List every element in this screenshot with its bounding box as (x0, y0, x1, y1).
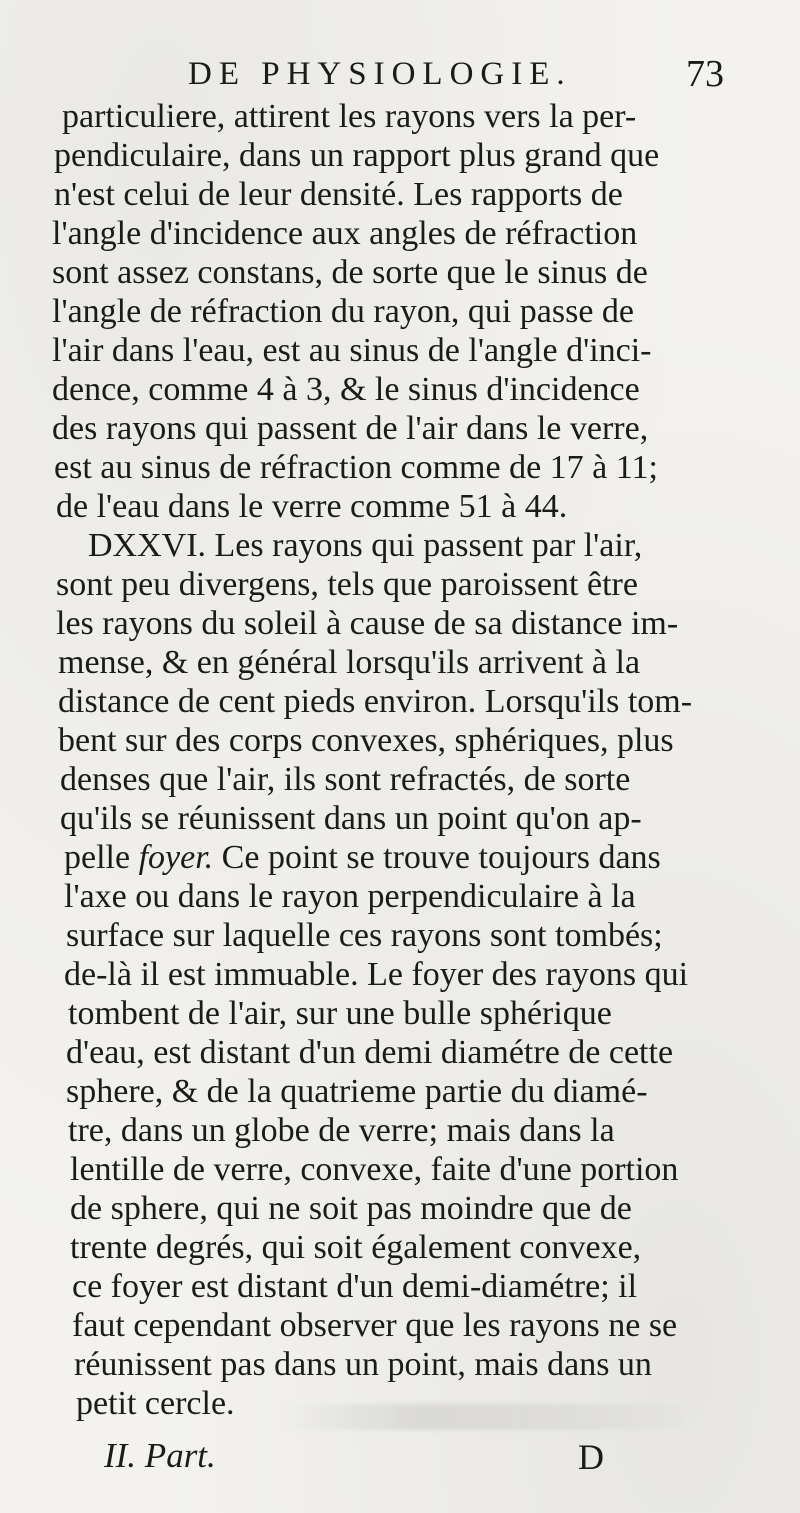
page-number: 73 (686, 53, 724, 95)
page-header (0, 48, 800, 98)
text-line: d'eau, est distant d'un demi diamétre de cette (66, 1034, 674, 1071)
text-line: bent sur des corps convexes, sphériques, plus (58, 722, 674, 759)
text-line: les rayons du soleil à cause de sa distance im- (56, 605, 679, 642)
text-line: trente degrés, qui soit également convexe, (70, 1229, 642, 1266)
text-line: ce foyer est distant d'un demi-diamétre; il (72, 1268, 638, 1305)
text-line: pendiculaire, dans un rapport plus grand que (54, 137, 660, 174)
text-line: surface sur laquelle ces rayons sont tombés; (66, 917, 663, 954)
text-line: l'air dans l'eau, est au sinus de l'angle d'inci- (52, 332, 652, 369)
text-line: est au sinus de réfraction comme de 17 à 11; (54, 449, 658, 486)
text-fragment: pelle (64, 839, 139, 876)
show-through-shadow (280, 1404, 700, 1430)
text-line: faut cependant observer que les rayons ne se (72, 1307, 678, 1344)
text-line: lentille de verre, convexe, faite d'une portion (70, 1151, 679, 1188)
text-line: qu'ils se réunissent dans un point qu'on ap- (60, 800, 642, 837)
text-line: petit cercle. (76, 1385, 235, 1422)
text-line: mense, & en général lorsqu'ils arrivent à la (58, 644, 641, 681)
text-line: tre, dans un globe de verre; mais dans la (68, 1112, 615, 1149)
text-line: de sphere, qui ne soit pas moindre que de (70, 1190, 632, 1227)
text-fragment: Ce point se trouve toujours dans (213, 839, 661, 876)
text-line-foyer (64, 839, 661, 877)
text-line: sphere, & de la quatrieme partie du diamé- (66, 1073, 648, 1110)
running-head: DE PHYSIOLOGIE. (188, 56, 572, 92)
page-footer (0, 1436, 800, 1486)
text-line: de-là il est immuable. Le foyer des rayons qui (64, 956, 689, 993)
paragraph-start-line: DXXVI. Les rayons qui passent par l'air, (88, 527, 643, 564)
text-line: l'axe ou dans le rayon perpendiculaire à la (64, 878, 636, 915)
text-line: distance de cent pieds environ. Lorsqu'ils tom- (58, 683, 693, 720)
text-line: dence, comme 4 à 3, & le sinus d'incidence (52, 371, 640, 408)
text-line: de l'eau dans le verre comme 51 à 44. (56, 488, 568, 525)
gathering-signature: D (578, 1437, 604, 1477)
text-line: l'angle de réfraction du rayon, qui passe de (52, 293, 635, 330)
text-line: tombent de l'air, sur une bulle sphérique (68, 995, 612, 1032)
italic-term-foyer: foyer. (138, 839, 214, 876)
text-line: réunissent pas dans un point, mais dans un (74, 1346, 652, 1383)
text-line: sont assez constans, de sorte que le sinus de (52, 254, 648, 291)
part-signature: II. Part. (104, 1436, 216, 1475)
text-line: denses que l'air, ils sont refractés, de sorte (60, 761, 631, 798)
text-line: des rayons qui passent de l'air dans le verre, (52, 410, 649, 447)
text-line: n'est celui de leur densité. Les rapports de (54, 176, 623, 213)
text-line: particuliere, attirent les rayons vers la per- (62, 98, 637, 135)
text-line: l'angle d'incidence aux angles de réfraction (52, 215, 638, 252)
text-line: sont peu divergens, tels que paroissent être (56, 566, 638, 603)
